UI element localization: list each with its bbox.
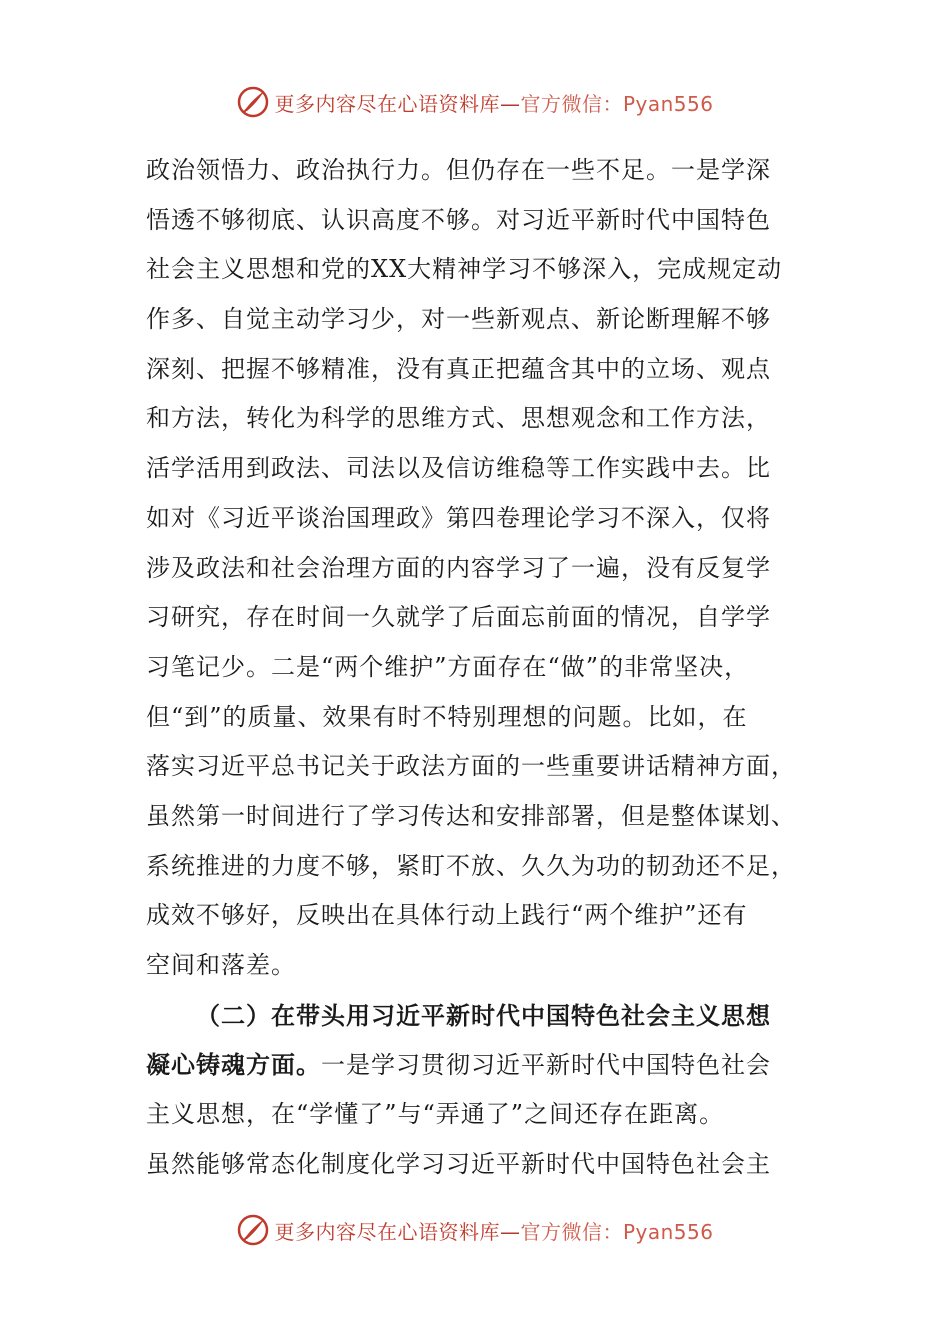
header-banner-title: 更多内容尽在心语资料库	[274, 91, 500, 116]
footer-banner-text	[274, 1216, 713, 1245]
paragraph-line: 涉及政法和社会治理方面的内容学习了一遍，没有反复学	[146, 553, 771, 582]
header-banner-separator: —	[499, 91, 521, 116]
header-wechat-id: 官方微信：Pyan556	[520, 91, 714, 116]
paragraph-line: 活学活用到政法、司法以及信访维稳等工作实践中去。比	[146, 454, 771, 483]
quill-logo-icon	[236, 1213, 270, 1247]
paragraph-line: 如对《习近平谈治国理政》第四卷理论学习不深入，仅将	[146, 503, 771, 532]
header-banner-text	[274, 88, 713, 117]
section-heading: （二）在带头用习近平新时代中国特色社会主义思想	[196, 1000, 771, 1030]
footer-banner-title: 更多内容尽在心语资料库	[274, 1219, 500, 1244]
section-heading-rest: 一是学习贯彻习近平新时代中国特色社会	[321, 1051, 771, 1080]
paragraph-line: 悟透不够彻底、认识高度不够。对习近平新时代中国特色	[146, 205, 771, 234]
quill-logo-icon	[236, 85, 270, 119]
paragraph-line: 空间和落差。	[146, 951, 296, 979]
paragraph-line: 系统推进的力度不够，紧盯不放、久久为功的韧劲还不足，	[146, 851, 796, 880]
footer-wechat-id: 官方微信：Pyan556	[520, 1219, 714, 1244]
footer-banner-separator: —	[499, 1219, 521, 1244]
paragraph-line: 习笔记少。二是“两个维护”方面存在“做”的非常坚决，	[146, 652, 750, 681]
paragraph-line: 和方法，转化为科学的思维方式、思想观念和工作方法，	[146, 404, 771, 433]
paragraph-line: 虽然第一时间进行了学习传达和安排部署，但是整体谋划、	[146, 801, 796, 830]
paragraph-line: 深刻、把握不够精准，没有真正把蕴含其中的立场、观点	[146, 354, 771, 383]
paragraph-line: 虽然能够常态化制度化学习习近平新时代中国特色社会主	[146, 1149, 771, 1178]
paragraph-line: 但“到”的质量、效果有时不特别理想的问题。比如，在	[146, 702, 748, 731]
document-body	[146, 146, 804, 1189]
paragraph-line: 落实习近平总书记关于政法方面的一些重要讲话精神方面，	[146, 752, 796, 781]
paragraph-line: 习研究，存在时间一久就学了后面忘前面的情况，自学学	[146, 603, 771, 632]
paragraph-line: 主义思想，在“学懂了”与“弄通了”之间还存在距离。	[146, 1100, 725, 1129]
paragraph-line: 政治领悟力、政治执行力。但仍存在一些不足。一是学深	[146, 156, 771, 184]
header-banner	[0, 80, 950, 124]
paragraph-line: 作多、自觉主动学习少，对一些新观点、新论断理解不够	[146, 305, 771, 334]
paragraph-line: 成效不够好，反映出在具体行动上践行“两个维护”还有	[146, 901, 748, 930]
paragraph-line: 社会主义思想和党的XX大精神学习不够深入，完成规定动	[146, 255, 783, 284]
section-heading-bold: 凝心铸魂方面。	[146, 1050, 321, 1080]
footer-banner	[0, 1208, 950, 1252]
section-heading-continuation	[146, 1040, 804, 1090]
